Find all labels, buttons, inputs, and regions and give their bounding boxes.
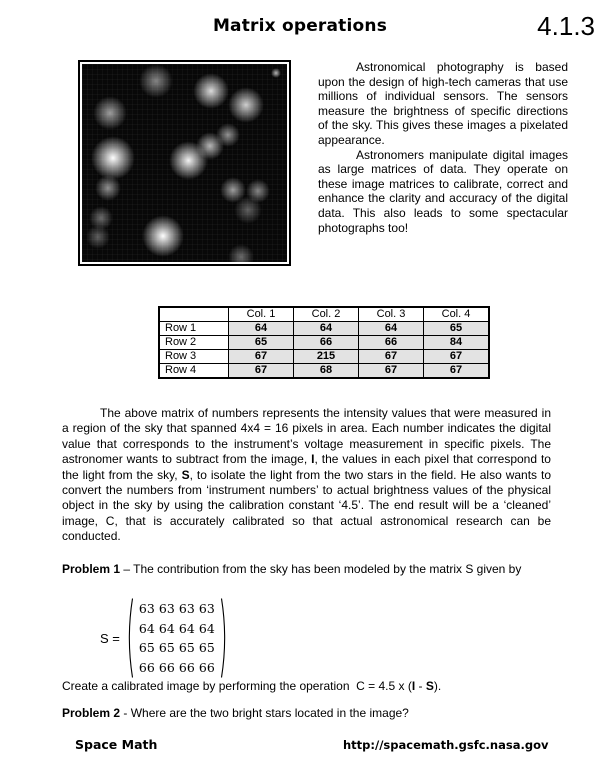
matrix-cell: 64 — [138, 620, 155, 636]
matrix-left-paren-icon — [125, 597, 134, 679]
star — [216, 123, 239, 146]
matrix-cell: 63 — [198, 601, 215, 617]
table-row — [159, 364, 489, 379]
matrix-cell: 65 — [198, 640, 215, 656]
text-segment: S — [425, 679, 434, 693]
matrix-row — [137, 660, 217, 675]
value-cell: 67 — [359, 364, 424, 379]
value-cell: 67 — [424, 350, 490, 364]
matrix-cell: 65 — [178, 640, 195, 656]
table-corner-cell — [159, 307, 229, 322]
main-paragraph — [62, 406, 551, 545]
pixel-table-wrapper — [158, 306, 490, 379]
value-cell: 65 — [229, 336, 294, 350]
text-segment: Problem 2 — [62, 706, 121, 720]
text-segment: – The contribution from the sky has been modeled by the matrix S given by — [120, 562, 522, 576]
star — [234, 196, 263, 225]
text-segment: - Where are the two bright stars located in the image? — [120, 706, 409, 720]
text-segment: , to isolate the light from the two stars in the field. He also wants to convert the numbers from ‘instrument numbers’ to actual brightness values of the physical object in the sky by using the calibration constant ‘4.5’. The end result will be a ‘cleaned’ image, C, that is accurately calibrated so that actual astronomical research can be conducted. — [62, 467, 552, 544]
row-label-cell: Row 1 — [159, 322, 229, 336]
table-row — [159, 350, 489, 364]
matrix-cell: 64 — [198, 620, 215, 636]
matrix-grid — [134, 599, 220, 677]
intro-paragraph-2: Astronomers manipulate digital images as large matrices of data. They operate on these image matrices to calibrate, correct and enhance the clarity and accuracy of the digital data. This also leads to some spectacular photographs too! — [318, 147, 568, 235]
section-number: 4.1.3 — [537, 11, 595, 41]
pixel-table-head — [159, 307, 489, 322]
value-cell: 67 — [359, 350, 424, 364]
operation-text — [62, 679, 441, 693]
star — [228, 87, 264, 123]
star — [89, 206, 112, 229]
star — [271, 68, 281, 78]
text-segment: Create a calibrated image by performing the operation C = 4.5 x ( — [62, 679, 412, 693]
table-column-header: Col. 4 — [424, 307, 490, 322]
matrix-cell: 66 — [138, 659, 155, 675]
matrix-cell: 63 — [158, 601, 175, 617]
text-segment: The above matrix of numbers represents the intensity values that were measured in a region of the sky that spanned 4x4 = 16 pixels in area. Each number indicates the digital value that corresponds to the instrument’s voltage measurement in specific pixels. The astronomer wants to subtract from the image, — [62, 406, 551, 467]
table-header-row — [159, 307, 489, 322]
star — [142, 215, 184, 257]
star — [246, 179, 269, 202]
text-segment: S — [181, 467, 190, 482]
star-field-figure — [78, 60, 291, 266]
row-label-cell: Row 4 — [159, 364, 229, 379]
star — [193, 73, 229, 109]
problem-2-text — [62, 706, 409, 720]
intro-paragraph-1: Astronomical photography is based upon the design of high-tech cameras that use millions of individual sensors. The sensors measure the brightness of specific directions of the sky. This gives these images a pixelated appearance. — [318, 60, 568, 147]
table-column-header: Col. 2 — [294, 307, 359, 322]
matrix-cell: 64 — [158, 620, 175, 636]
star — [228, 244, 254, 262]
value-cell: 215 — [294, 350, 359, 364]
star — [95, 175, 121, 201]
star — [91, 136, 135, 180]
table-row — [159, 322, 489, 336]
star — [93, 96, 127, 130]
matrix-cell: 63 — [138, 601, 155, 617]
matrix-cell: 66 — [198, 659, 215, 675]
text-segment: , the values in each pixel that correspond to the light from the sky, — [62, 452, 551, 482]
matrix-cell: 66 — [178, 659, 195, 675]
value-cell: 68 — [294, 364, 359, 379]
matrix-cell: 66 — [158, 659, 175, 675]
table-row — [159, 336, 489, 350]
text-segment: - — [415, 679, 426, 693]
pixel-table-body — [159, 322, 489, 379]
text-segment: I — [311, 452, 315, 467]
matrix-row — [137, 640, 217, 655]
value-cell: 64 — [294, 322, 359, 336]
page-title: Matrix operations — [212, 16, 388, 36]
table-column-header: Col. 3 — [359, 307, 424, 322]
matrix-label: S = — [100, 630, 120, 646]
matrix-cell: 63 — [178, 601, 195, 617]
value-cell: 84 — [424, 336, 490, 350]
value-cell: 64 — [229, 322, 294, 336]
row-label-cell: Row 2 — [159, 336, 229, 350]
matrix-expression — [100, 597, 229, 679]
matrix-cell: 64 — [178, 620, 195, 636]
value-cell: 66 — [359, 336, 424, 350]
value-cell: 67 — [229, 364, 294, 379]
pixel-table — [158, 306, 490, 379]
matrix-right-paren-icon — [220, 597, 229, 679]
value-cell: 65 — [424, 322, 490, 336]
text-segment: Problem 1 — [62, 562, 121, 576]
starfield-image — [82, 64, 287, 262]
matrix-cell: 65 — [138, 640, 155, 656]
footer-url: http://spacemath.gsfc.nasa.gov — [343, 738, 549, 752]
star — [139, 64, 173, 98]
value-cell: 67 — [424, 364, 490, 379]
text-segment: I — [411, 679, 416, 693]
problem-1-text — [62, 562, 551, 578]
matrix-row — [137, 621, 217, 636]
value-cell: 66 — [294, 336, 359, 350]
star — [220, 177, 246, 203]
value-cell: 64 — [359, 322, 424, 336]
intro-text-column — [318, 60, 568, 235]
matrix-cell: 65 — [158, 640, 175, 656]
row-label-cell: Row 3 — [159, 350, 229, 364]
star — [86, 225, 109, 248]
text-segment: ). — [433, 679, 442, 693]
star — [196, 132, 225, 161]
matrix-row — [137, 601, 217, 616]
footer-brand: Space Math — [75, 737, 158, 752]
value-cell: 67 — [229, 350, 294, 364]
star — [169, 141, 208, 180]
table-column-header: Col. 1 — [229, 307, 294, 322]
